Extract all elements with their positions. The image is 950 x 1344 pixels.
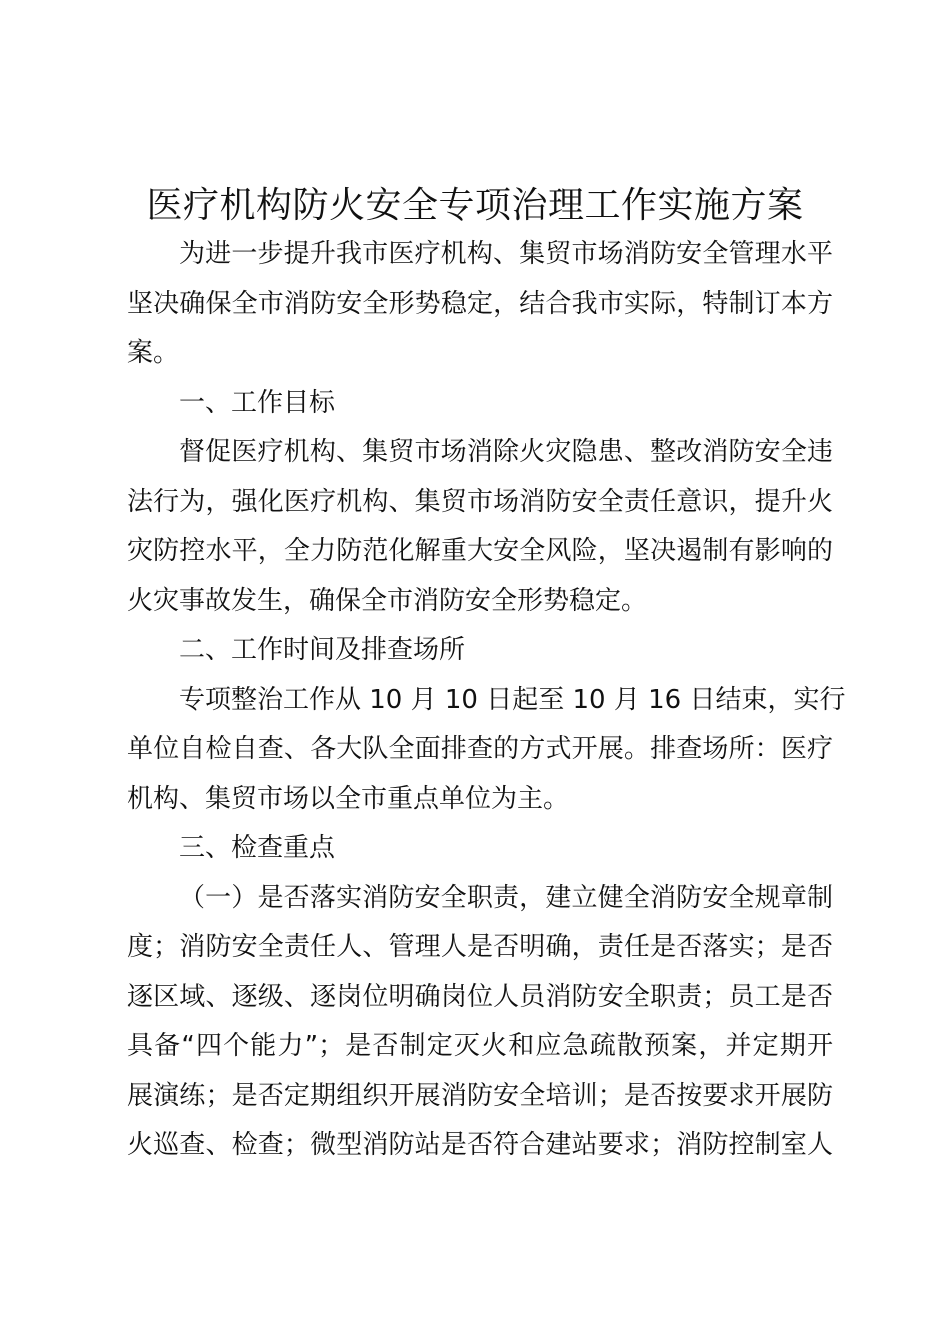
paragraph-line: 案。 — [127, 338, 180, 368]
paragraph-line: 三、检查重点 — [179, 833, 336, 863]
paragraph-line: 一、工作目标 — [179, 387, 336, 418]
paragraph-line: 专项整治工作从 10 月 10 日起至 10 月 16 日结束，实行 — [179, 684, 846, 715]
paragraph-line: 火灾事故发生，确保全市消防安全形势稳定。 — [127, 585, 648, 616]
paragraph-line: 逐区域、逐级、逐岗位明确岗位人员消防安全职责；员工是否 — [127, 981, 833, 1012]
paragraph-line: 展演练；是否定期组织开展消防安全培训；是否按要求开展防 — [127, 1080, 833, 1111]
paragraph-line: 督促医疗机构、集贸市场消除火灾隐患、整改消防安全违 — [179, 437, 833, 467]
paragraph-line: 灾防控水平，全力防范化解重大安全风险，坚决遏制有影响的 — [127, 536, 833, 566]
paragraph-line: 为进一步提升我市医疗机构、集贸市场消防安全管理水平 — [179, 239, 833, 269]
paragraph-line: 单位自检自查、各大队全面排查的方式开展。排查场所：医疗 — [127, 734, 833, 764]
paragraph-line: 度；消防安全责任人、管理人是否明确，责任是否落实；是否 — [127, 932, 833, 962]
paragraph-line: 坚决确保全市消防安全形势稳定，结合我市实际，特制订本方 — [127, 288, 833, 319]
paragraph-line: （一）是否落实消防安全职责，建立健全消防安全规章制 — [179, 882, 833, 913]
paragraph-line: 法行为，强化医疗机构、集贸市场消防安全责任意识，提升火 — [127, 486, 833, 517]
paragraph-line: 具备“四个能力”；是否制定灭火和应急疏散预案，并定期开 — [127, 1031, 833, 1061]
paragraph-line: 火巡查、检查；微型消防站是否符合建站要求；消防控制室人 — [127, 1130, 833, 1160]
paragraph-line: 二、工作时间及排查场所 — [179, 635, 466, 665]
document-title: 医疗机构防火安全专项治理工作实施方案 — [146, 185, 804, 226]
document-body — [127, 230, 846, 1171]
paragraph-line: 机构、集贸市场以全市重点单位为主。 — [127, 783, 570, 814]
